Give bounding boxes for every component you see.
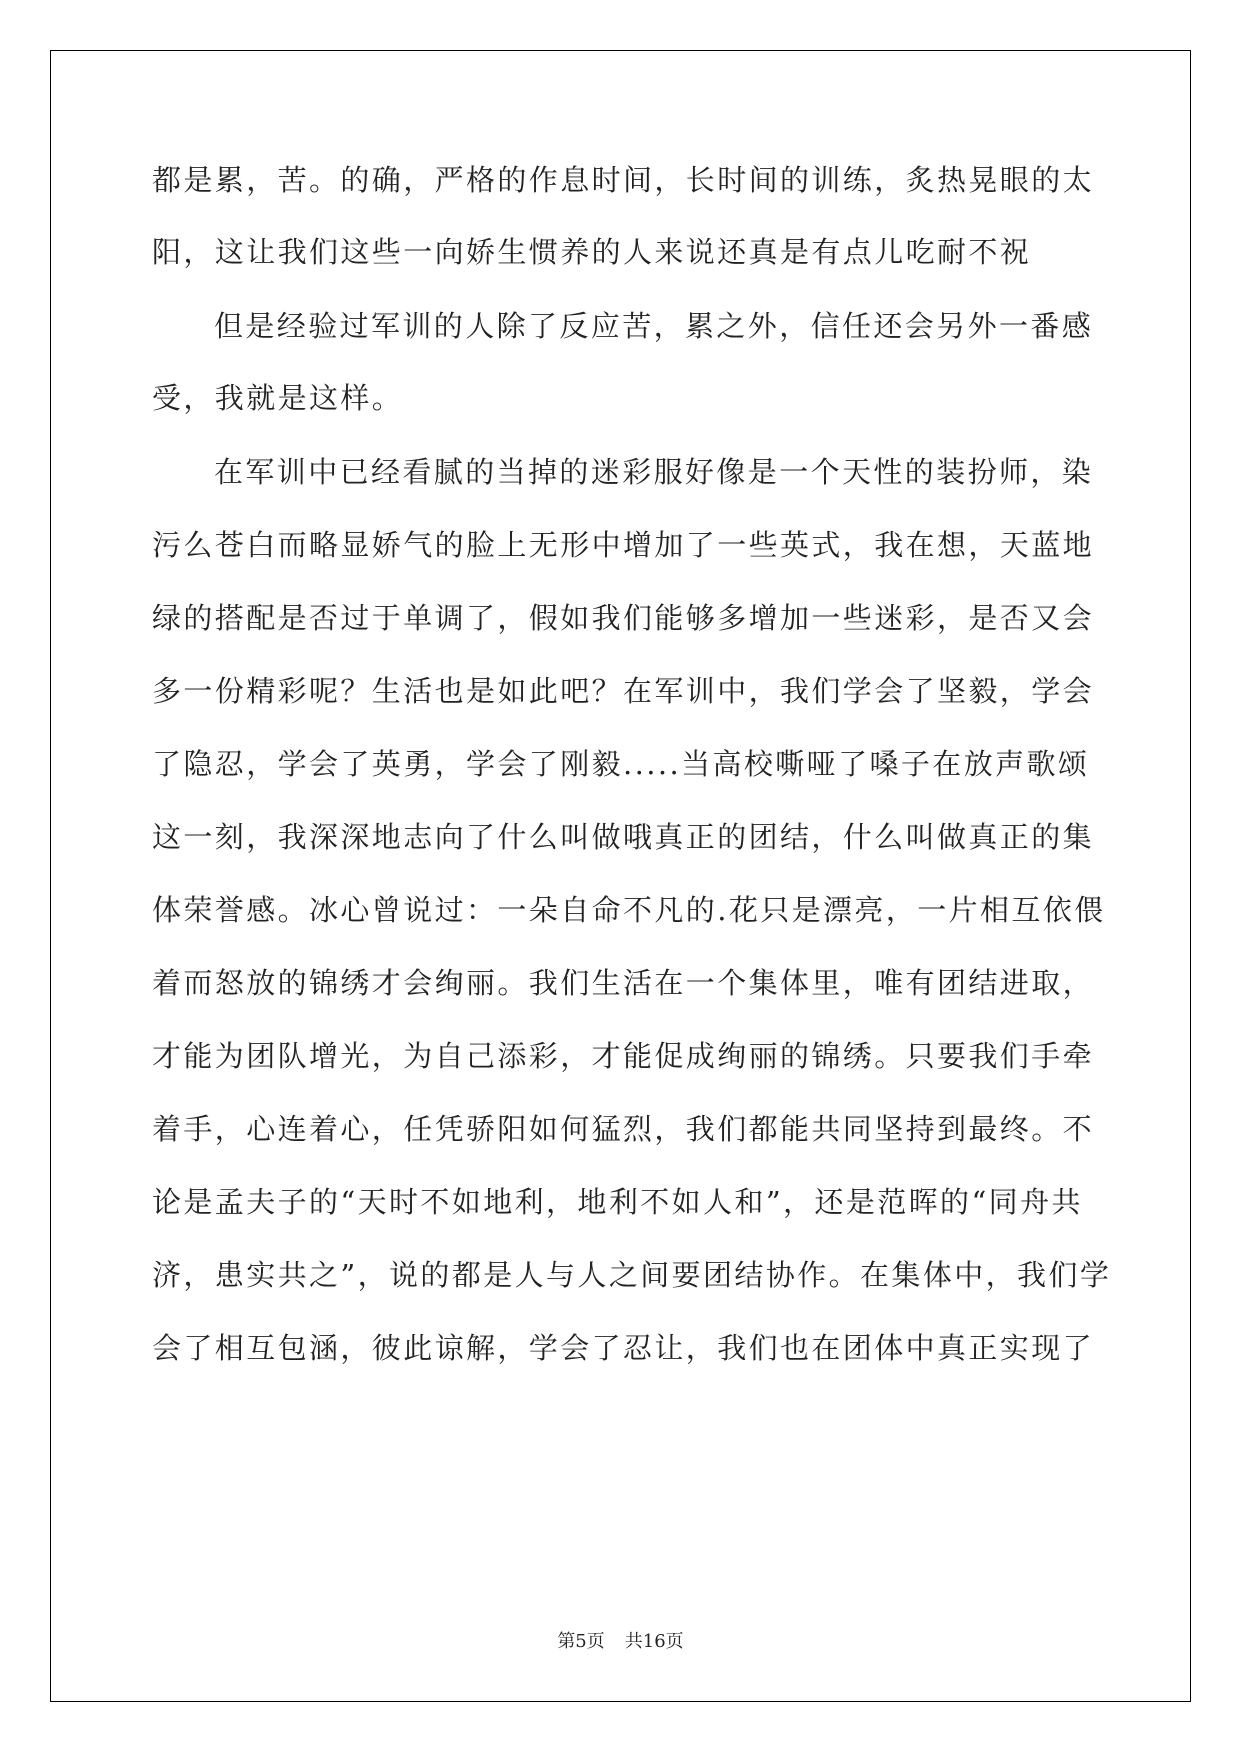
paragraph-start-line: 但是经验过军训的人除了反应苦，累之外，信任还会另外一番感: [214, 309, 1094, 343]
text-line: 着手，心连着心，任凭骄阳如何猛烈，我们都能共同坚持到最终。不: [152, 1112, 1095, 1146]
page-border: [50, 50, 1191, 1702]
text-line: 论是孟夫子的“天时不如地利，地利不如人和”，还是范晖的“同舟共: [152, 1185, 1083, 1219]
text-line: 绿的搭配是否过于单调了，假如我们能够多增加一些迷彩，是否又会: [152, 601, 1095, 635]
text-line: 了隐忍，学会了英勇，学会了刚毅.....当高校嘶哑了嗓子在放声歌颂: [152, 747, 1090, 781]
text-line: 着而怒放的锦绣才会绚丽。我们生活在一个集体里，唯有团结进取，: [152, 966, 1095, 1000]
text-line: 都是累，苦。的确，严格的作息时间，长时间的训练，炙热晃眼的太: [152, 163, 1095, 197]
paragraph-start-line: 在军训中已经看腻的当掉的迷彩服好像是一个天性的装扮师，染: [214, 455, 1094, 489]
text-line: 会了相互包涵，彼此谅解，学会了忍让，我们也在团体中真正实现了: [152, 1331, 1095, 1365]
text-line: 多一份精彩呢？生活也是如此吧？在军训中，我们学会了坚毅，学会: [152, 674, 1095, 708]
page-footer: [0, 1630, 1241, 1654]
text-line: 污么苍白而略显娇气的脸上无形中增加了一些英式，我在想，天蓝地: [152, 528, 1095, 562]
text-line: 济，患实共之”，说的都是人与人之间要团结协作。在集体中，我们学: [152, 1258, 1112, 1292]
text-line: 体荣誉感。冰心曾说过：一朵自命不凡的.花只是漂亮，一片相互依偎: [152, 893, 1106, 927]
text-line: 受，我就是这样。: [152, 381, 404, 415]
page-total: 共16页: [624, 1631, 684, 1652]
text-line: 才能为团队增光，为自己添彩，才能促成绚丽的锦绣。只要我们手牵: [152, 1039, 1095, 1073]
text-line: 阳，这让我们这些一向娇生惯养的人来说还真是有点儿吃耐不祝: [152, 235, 1032, 269]
page-number: 第5页: [557, 1631, 605, 1652]
text-line: 这一刻，我深深地志向了什么叫做哦真正的团结，什么叫做真正的集: [152, 820, 1095, 854]
